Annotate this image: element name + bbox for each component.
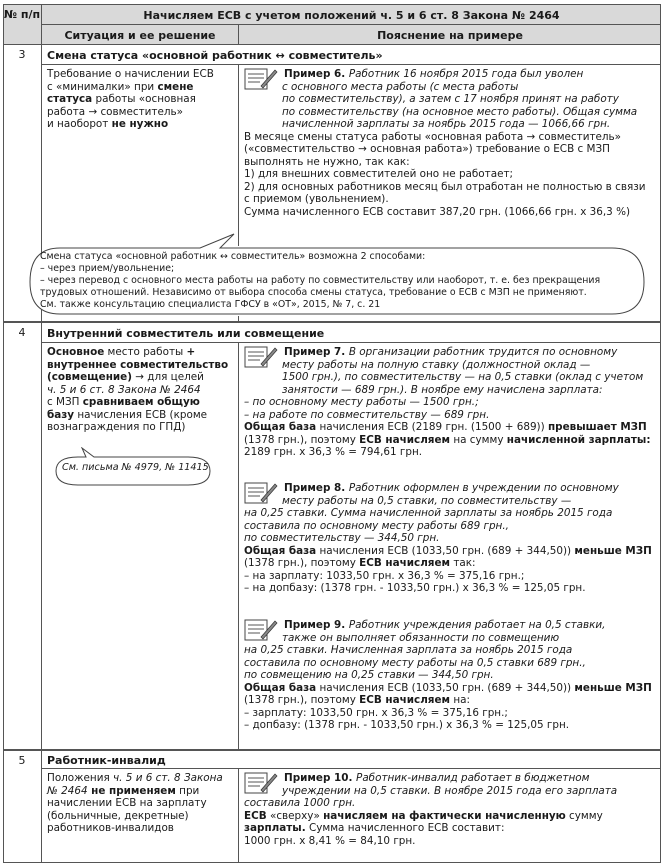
text-line [47,785,235,798]
header-title [42,9,661,22]
text-run: Пример 6. [284,68,349,80]
text-line [244,557,658,570]
text-run: по совместительству), а затем с 17 ноября принят на работу [282,93,619,105]
text-run: начисленной зарплаты за ноябрь 2015 года — 1066,66 грн. [282,118,611,130]
text-run: составила 1000 грн. [244,797,356,809]
text-run: сумму [565,809,603,822]
text-run: на: [450,694,470,706]
text-line [244,797,658,810]
header-title-text: Начисляем ЕСВ с учетом положений ч. 5 и 6 ст. 8 Закона № 2464 [143,9,560,22]
text-run: Требование о начислении ЕСВ [47,68,214,80]
example-7 [244,346,658,459]
text-run: Сумма начисленного ЕСВ составит 387,20 грн. (1066,66 грн. х 36,3 %) [244,205,631,218]
text-line [244,495,658,508]
text-run: работа → совместитель» [47,105,183,118]
text-line [244,810,658,823]
text-run: ч. 5 и 6 ст. 8 Закона [113,772,223,784]
text-run: по совместительству (на основное место работы). Общая сумма [282,105,638,118]
text-line [47,68,235,81]
text-run: начисленной зарплаты: [506,433,651,446]
text-run: базу [47,408,75,421]
text-line [47,810,235,823]
text-run: – по основному месту работы — 1500 грн.; [244,396,479,408]
example-8 [244,482,658,595]
text-line [47,421,235,434]
row4-top [3,321,661,323]
text-run: Общая база [244,544,317,557]
text-run: начисляем на фактически начисленную [323,809,566,822]
text-line [47,106,235,119]
text-run: 1) для внешних совместителей оно не работает; [244,168,514,180]
text-run: работы «основная [92,93,196,105]
text-line [244,106,658,119]
text-run: (1378 грн.), поэтому [244,557,360,569]
text-run: ч. 5 и 6 ст. 8 Закона № 2464 [47,383,201,396]
text-line [47,822,235,835]
num-label-text: № п/п [3,8,41,21]
text-line [47,409,235,422]
text-line [244,532,658,545]
text-run: Пример 8. [284,482,349,494]
text-run: не применяем [87,784,176,797]
text-line [244,545,658,558]
text-line [47,371,235,384]
text-run: Работник-инвалид работает в бюджетном [356,772,590,784]
text-run: начисления ЕСВ (кроме [74,408,208,421]
text-run: внутреннее совместительство [47,358,229,371]
row4-section-line [42,342,661,343]
text-run: с МЗП [47,396,83,408]
situation-3 [47,68,235,131]
text-line [244,396,658,409]
text-run: 1000 грн. х 8,41 % = 84,10 грн. [244,834,416,847]
text-run: на 0,25 ставки. Начисленная зарплата за ноябрь 2015 года [244,644,573,656]
text-run: Работник оформлен в учреждении по основному [348,482,619,494]
text-line [47,118,235,131]
text-run: место работы [104,346,187,358]
situation-5 [47,772,235,835]
note-text [40,251,640,311]
text-run: № 2464 [47,784,88,797]
text-run: «сверху» [266,809,324,822]
note-line: Смена статуса «основной работник ↔ совместитель» возможна 2 способами: [40,251,426,262]
header-col-situation: Ситуация и ее решение [64,29,216,42]
border-right [660,4,661,863]
text-line [244,409,658,422]
text-run: статуса [47,93,93,105]
text-run: начислении ЕСВ на зарплату [47,797,207,809]
col-divider-row3 [238,64,239,246]
col-divider-row5 [238,768,239,863]
text-run: Положения [47,772,114,784]
text-run: зарплаты. [244,822,306,834]
text-run: составила по основному месту работы 689 грн., [244,519,509,532]
text-run: Общая база [244,681,317,694]
text-line [244,206,658,219]
text-run: месту работы на полную ставку (должностной оклад — [282,358,591,371]
text-line [244,81,658,94]
text-line [244,772,658,785]
text-run: Сумма начисленного ЕСВ составит: [305,822,505,834]
text-run: превышает МЗП [547,421,647,433]
reference-text: См. письма № 4979, № 11415 [62,462,209,473]
text-run: с «минималки» при [47,80,158,93]
text-run: смене [157,80,194,93]
section-title-3: Смена статуса «основной работник ↔ совместитель» [47,49,383,62]
col-divider-row4 [238,342,239,750]
text-run: (совмещение) [47,371,132,383]
num-col-line [41,4,42,863]
text-run: по совместительству — 344,50 грн. [244,532,440,544]
text-run: – зарплату: 1033,50 грн. х 36,3 % = 375,16 грн.; [244,706,508,719]
border-left [3,4,4,863]
text-line [244,193,658,206]
row5-top [3,749,661,751]
text-run: с основного места работы (с места работы [282,80,519,93]
text-run: → для целей [131,371,204,383]
text-line [244,632,658,645]
text-run: при [175,784,200,797]
text-line [244,434,658,447]
text-line [244,582,658,595]
text-run: ЕСВ начисляем [359,694,451,706]
text-run: Основное [47,346,105,358]
text-line [244,644,658,657]
section-title-4: Внутренний совместитель или совмещение [47,327,325,340]
text-run: месту работы на 0,5 ставки, по совместительству — [282,494,572,507]
text-run: Пример 10. [284,772,357,784]
text-run: Пример 7. [284,346,349,358]
text-line [244,421,658,434]
row-number-4: 4 [18,326,26,339]
section-title-5: Работник-инвалид [47,754,166,767]
text-run: («совместительство → основная работа») требование о ЕСВ с МЗП [244,143,610,155]
example-9 [244,619,658,732]
text-line [244,156,658,169]
row5-section-line [42,768,661,769]
text-run: В организации работник трудится по основному [348,346,618,358]
text-run: Общая база [244,421,317,433]
text-line [47,772,235,785]
text-line [244,570,658,583]
text-run: (1378 грн.), поэтому [244,694,360,706]
note-line: трудовых отношений. Независимо от выбора способа смены статуса, требование о ЕСВ с МЗП не применяют. [40,287,587,298]
row3-section-line [42,64,661,65]
text-run: + [186,346,196,358]
text-line [244,657,658,670]
situation-4 [47,346,235,434]
text-line [244,118,658,131]
text-line [244,371,658,384]
row-number-3: 3 [18,48,26,61]
text-line [244,446,658,459]
text-run: В месяце смены статуса работы «основная работа → совместитель» [244,130,622,143]
text-run: вознаграждения по ГПД) [47,421,186,433]
note-line: – через прием/увольнение; [40,263,175,274]
text-line [244,822,658,835]
text-line [244,835,658,848]
text-run: меньше МЗП [574,681,652,694]
example-6 [244,68,658,218]
text-line [244,785,658,798]
text-run: 2189 грн. х 36,3 % = 794,61 грн. [244,446,423,458]
text-line [244,131,658,144]
text-run: и наоборот [47,118,112,130]
text-line [47,81,235,94]
text-line [244,507,658,520]
text-run: ЕСВ [244,809,267,822]
text-run: начисления ЕСВ (1033,50 грн. (689 + 344,50)) [316,544,575,557]
text-line [244,359,658,372]
text-line [244,719,658,732]
text-line [244,707,658,720]
text-run: так: [450,557,476,569]
text-run: также он выполняет обязанности по совмещению [282,631,560,644]
text-line [244,181,658,194]
text-run: (больничные, декретные) [47,809,189,822]
text-run: Работник учреждения работает на 0,5 ставки, [348,619,606,631]
text-line [244,143,658,156]
border-top [3,4,661,5]
text-run: занятости — 689 грн.). В ноябре ему начислена зарплата: [282,383,603,396]
header-num-label [3,8,41,22]
text-run: меньше МЗП [574,544,652,557]
text-run: на 0,25 ставки. Сумма начисленной зарплаты за ноябрь 2015 года [244,507,613,519]
header-bottom [3,44,661,45]
text-run: – на допбазу: (1378 грн. - 1033,50 грн.) х 36,3 % = 125,05 грн. [244,582,586,594]
text-line [47,797,235,810]
text-run: Работник 16 ноября 2015 года был уволен [348,68,584,80]
text-line [47,384,235,397]
border-bottom [3,862,661,863]
text-run: по совмещению на 0,25 ставки — 344,50 грн. [244,669,494,681]
text-run: ЕСВ начисляем [359,433,451,446]
text-run: начисления ЕСВ (2189 грн. (1500 + 689)) [316,421,548,433]
text-line [244,346,658,359]
text-line [47,346,235,359]
text-line [244,694,658,707]
note-line: – через перевод с основного места работы на работу по совместительству или наоборот, т. е. без прекращения [40,275,601,286]
text-run: ЕСВ начисляем [359,557,451,569]
text-run: с приемом (увольнением). [244,193,389,205]
text-line [244,93,658,106]
header-col-explanation: Пояснение на примере [377,29,523,42]
col-divider-header [238,24,239,44]
text-run: не нужно [111,118,169,130]
text-run: начисления ЕСВ (1033,50 грн. (689 + 344,50)) [316,681,575,694]
text-run: 1500 грн.), по совместительству — на 0,5 ставки (оклад с учетом [282,371,644,383]
text-line [244,384,658,397]
text-run: Пример 9. [284,619,349,631]
text-line [244,682,658,695]
note-line: См. также консультацию специалиста ГФСУ в «ОТ», 2015, № 7, с. 21 [40,299,381,310]
text-line [244,669,658,682]
text-run: – на работе по совместительству — 689 грн. [244,408,490,421]
text-line [47,359,235,372]
text-line [244,168,658,181]
row-number-5: 5 [18,754,26,767]
header-divider [42,24,661,25]
text-run: учреждении на 0,5 ставки. В ноябре 2015 года его зарплата [282,784,618,797]
text-run: – на зарплату: 1033,50 грн. х 36,3 % = 375,16 грн.; [244,569,525,582]
example-10 [244,772,658,847]
text-line [47,396,235,409]
text-line [244,619,658,632]
text-line [47,93,235,106]
text-run: сравниваем общую [82,396,200,408]
text-run: – допбазу: (1378 грн. - 1033,50 грн.) х 36,3 % = 125,05 грн. [244,719,570,731]
text-run: работников-инвалидов [47,822,174,834]
text-run: (1378 грн.), поэтому [244,433,360,446]
text-line [244,520,658,533]
text-line [244,482,658,495]
text-line [244,68,658,81]
text-run: на сумму [450,433,507,446]
text-run: составила по основному месту работы на 0,5 ставки 689 грн., [244,656,586,669]
text-run: выполнять не нужно, так как: [244,155,410,168]
text-run: 2) для основных работников месяц был отработан не полностью в связи [244,180,646,193]
